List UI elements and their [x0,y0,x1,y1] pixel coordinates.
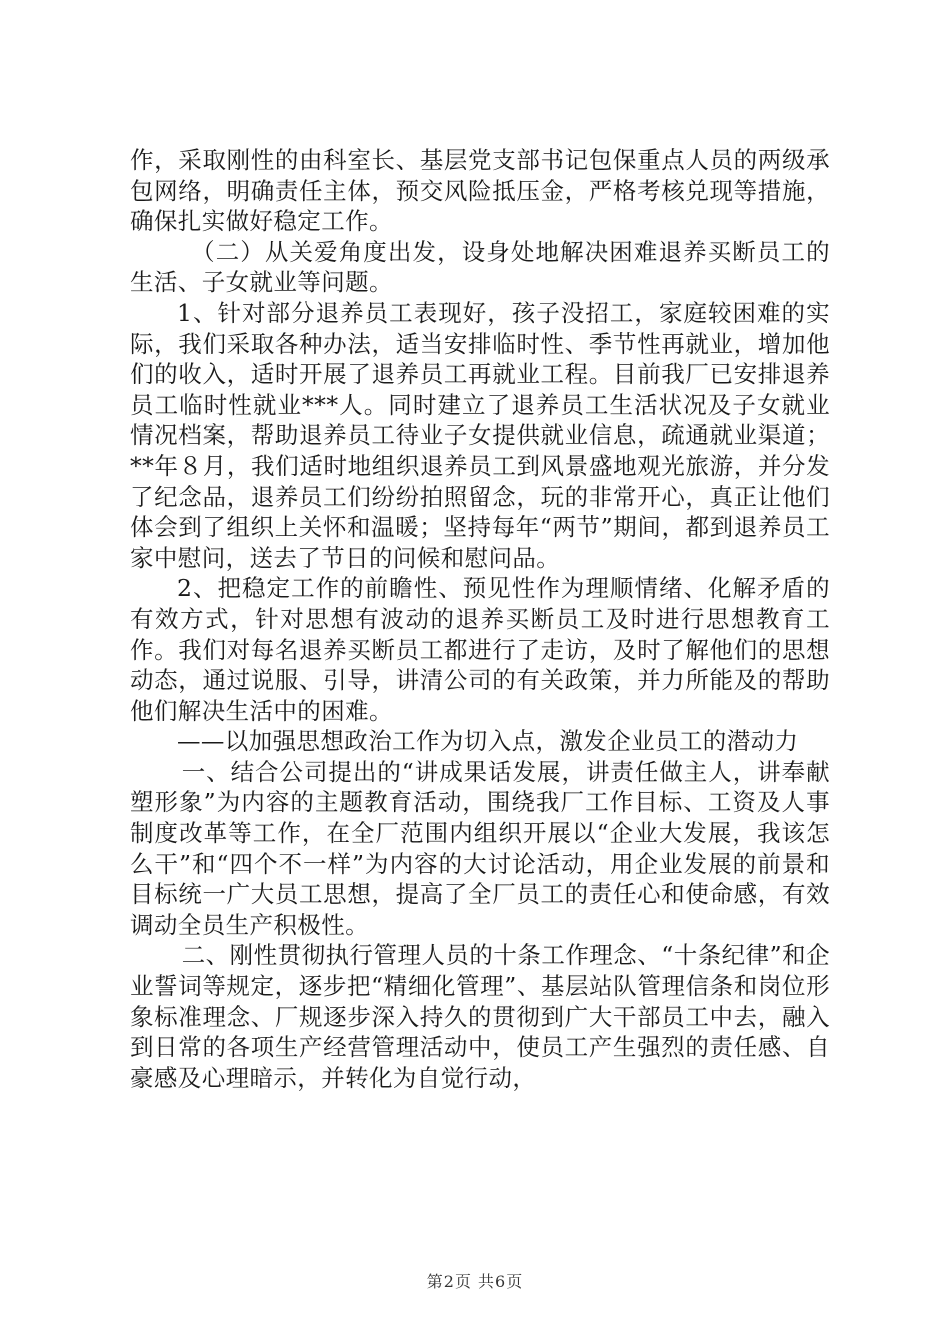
paragraph-3: 1、针对部分退养员工表现好，孩子没招工，家庭较困难的实际，我们采取各种办法，适当安排临时性、季节性再就业，增加他们的收入，适时开展了退养员工再就业工程。目前我厂已安排退养员工临时性就业***人。同时建立了退养员工生活状况及子女就业情况档案，帮助退养员工待业子女提供就业信息，疏通就业渠道；**年８月，我们适时地组织退养员工到风景盛地观光旅游，并分发了纪念品，退养员工们纷纷拍照留念，玩的非常开心，真正让他们体会到了组织上关怀和温暖；坚持每年“两节”期间，都到退养员工家中慰问，送去了节日的问候和慰问品。 [130,298,830,572]
page-number-footer: 第2页 共6页 [426,1272,524,1291]
paragraph-2: （二）从关爱角度出发，设身处地解决困难退养买断员工的生活、子女就业等问题。 [130,237,830,297]
paragraph-1: 作，采取刚性的由科室长、基层党支部书记包保重点人员的两级承包网络，明确责任主体，预交风险抵压金，严格考核兑现等措施，确保扎实做好稳定工作。 [130,146,830,236]
paragraph-6: 一、结合公司提出的“讲成果话发展，讲责任做主人，讲奉献塑形象”为内容的主题教育活动，围绕我厂工作目标、工资及人事制度改革等工作，在全厂范围内组织开展以“企业大发展，我该怎么干”和“四个不一样”为内容的大讨论活动，用企业发展的前景和目标统一广大员工思想，提高了全厂员工的责任心和使命感，有效调动全员生产积极性。 [130,757,830,939]
paragraph-7: 二、刚性贯彻执行管理人员的十条工作理念、“十条纪律”和企业誓词等规定，逐步把“精细化管理”、基层站队管理信条和岗位形象标准理念、厂规逐步深入持久的贯彻到广大干部员工中去，融入到日常的各项生产经营管理活动中，使员工产生强烈的责任感、自豪感及心理暗示，并转化为自觉行动， [130,941,830,1092]
paragraph-5: ——以加强思想政治工作为切入点，激发企业员工的潜动力 [177,727,799,756]
paragraph-4: 2、把稳定工作的前瞻性、预见性作为理顺情绪、化解矛盾的有效方式，针对思想有波动的退养买断员工及时进行思想教育工作。我们对每名退养买断员工都进行了走访，及时了解他们的思想动态，通过说服、引导，讲清公司的有关政策，并力所能及的帮助他们解决生活中的困难。 [130,574,830,725]
document-body [130,145,830,1093]
